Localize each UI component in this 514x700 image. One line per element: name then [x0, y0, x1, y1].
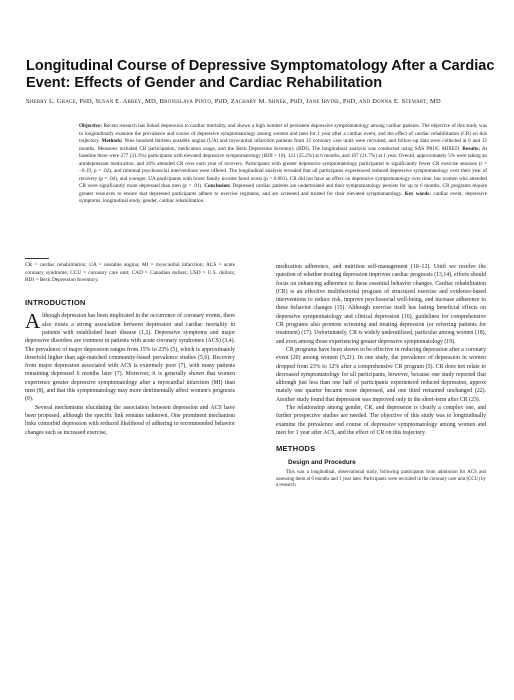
article-title: Longitudinal Course of Depressive Symptomatology After a Cardiac Event: Effects of Gender and Cardiac Rehabilitation: [26, 58, 495, 91]
author-list: Sherry L. Grace, PhD, Susan E. Abbey, MD, Bronislava Pinto, PhD, Zachary M. Shnek, PhD, Jane Irvine, PhD, and Donna E. Stewart, MD: [26, 98, 441, 105]
drop-cap: A: [25, 309, 41, 334]
intro-paragraph-2: Several mechanisms elucidating the association between depression and ACS have been proposed, although the specific link remains unknown. One prominent mechanism links comorbid depression with reduced likelihood of adhering to recommended behavior changes such as increased exercise,: [25, 404, 235, 436]
abstract: [79, 123, 487, 206]
abbreviations: CR = cardiac rehabilitation; UA = unstable angina; MI = myocardial infarction; ACS = acute coronary syndrome; CCU = coronary care unit; CAD = Canadian dollars; USD = U.S. dollars; BDI = Beck Depression Inventory.: [25, 262, 235, 284]
methods-label: Methods:: [101, 138, 123, 145]
right-column: [276, 263, 486, 490]
introduction-heading: INTRODUCTION: [25, 298, 86, 308]
conclusion-text: Depressed cardiac patients are undertreated and their symptomatology persists for up to 6 months. CR programs require greater resources to ensure that depressed participants adhere to exercise regimens, and are screened and treated for their elevated symptomatology.: [79, 183, 488, 197]
objective-label: Objective:: [79, 123, 103, 129]
intro-paragraph-1: [25, 309, 235, 403]
objective-text: Recent research has linked depression to cardiac mortality, and shown a high number of persistent depressive symptomatology among cardiac patients. The objective of this study was to longitudinally examine the prevalence and course of depressive symptomatology among women and men for 1 year after a cardiac event, and the effect of cardiac rehabilitation (CR) on this trajectory.: [79, 123, 488, 145]
right-paragraph-2: CR programs have been shown to be effective in reducing depression after a coronary event (20) among women (5,21). In one study, the prevalence of depression in women dropped from 23% to 12% after a comprehensive CR program (5). CR does not relate to decreased symptomatology for all participants, however, because one study reported that although just less than one half of participants experienced reduced depression, approx mately one quarter became more depressed, and one third remained unchanged (22). Another study found that depression was improved only in the short-term after CR (23).: [276, 346, 486, 403]
results-label: Results:: [462, 145, 481, 152]
conclusion-label: Conclusion:: [204, 183, 231, 190]
left-column: [25, 262, 235, 437]
intro-paragraph-1-text: lthough depression has been implicated in the occurrence of coronary events, there also exists a strong association between depression and cardiac mortality in patients with established heart disease (1,2). Depressive symptoms and major depressive disorders are common in patients with acute coronary syndromes (ACS) (3,4). The prevalence of major depression ranges from 15% to 23% (5), which is approximately threefold higher than age-matched community-based prevalence studies (5,6). Recovery from major depression associated with ACS is extremely poor (7), with many patients remaining depressed 6 months later (7). Moreover, it is generally shown that women experience greater depressive symptomatology after a myocardial infarction (MI) than men (8), and that this symptomatology may more detrimentally affect women's prognosis (9).: [25, 313, 235, 403]
methods-heading: METHODS: [276, 444, 316, 454]
right-paragraph-3: The relationship among gender, CR, and depression is clearly a complex one, and further prospective studies are needed. The objective of this study was to longitudinally examine the prevalence and course of depressive symptomatology among women and men for 1 year after ACS, and the effect of CR on this trajectory.: [276, 405, 486, 436]
abbreviation-rule: [25, 258, 49, 259]
design-procedure-heading: Design and Procedure: [288, 458, 356, 466]
keywords-text: cardiac event, depressive symptoms, longitudinal study, gender, cardiac rehabilitation.: [79, 190, 488, 205]
methods-paragraph-1: This was a longitudinal, observational study, following participants from admission for ACS and assessing them at 6 months and 1 year later. Participants were recruited in the coronary care unit (CCU) by a research: [276, 469, 486, 489]
results-text: At baseline there were 277 (31.3%) participants with elevated depressive symptomatology (BDI > 10), 121 (25.2%) at 6 months, and 107 (21.7%) at 1 year. Overall, approximately 5% were taking an antidepressant medication, and 20% attended CR over each year of recovery. Participants with greater depressive symptomatology participated in significantly fewer CR exercise sessions (r = −0.19, p = .02), and minimal psychosocial interventions were offered. The longitudinal analysis revealed that all participants experienced reduced depressive symptomatology over their year of recovery (p = .04), and younger, UA participants with lower family income fared worst (p < 0.001). CR did not have an effect on depressive symptomatology over time, but women who attended CR were significantly more depressed than men (p = .01).: [79, 145, 488, 190]
right-paragraph-1: medication adherence, and nutrition self-management (10–12). Until we resolve the question of whether treating depression improves cardiac prognosis (13,14), efforts should focus on enhancing adherence to these essential behavior changes. Cardiac rehabilitation (CR) is an effective multifactorial program of structured exercise and evidence-based interventions to reduce risk, improve psychosocial well-being, and increase adherence to these behavior changes (15). Although exercise itself has lasting beneficial effects on depressive symptomatology and clinical depression (16), guidelines for comprehensive CR programs also promote screening and treating depression (or referring patients for treatment) (17). Unfortunately, CR is widely underutilized, particular among women (18), and even among those experiencing greater depressive symptomatology (19).: [276, 264, 486, 345]
methods-text: Nine hundred thirteen unstable angina (UA) and myocardial infarction patients from 12 coronary care units were recruited, and follow-up data were collected at 6 and 12 months. Measures included CR participation, medication usage, and the Beck Depression Inventory (BDI). The longitudinal analysis was conducted using SAS PROC MIXED.: [79, 138, 488, 152]
keywords-label: Key words:: [404, 190, 431, 197]
